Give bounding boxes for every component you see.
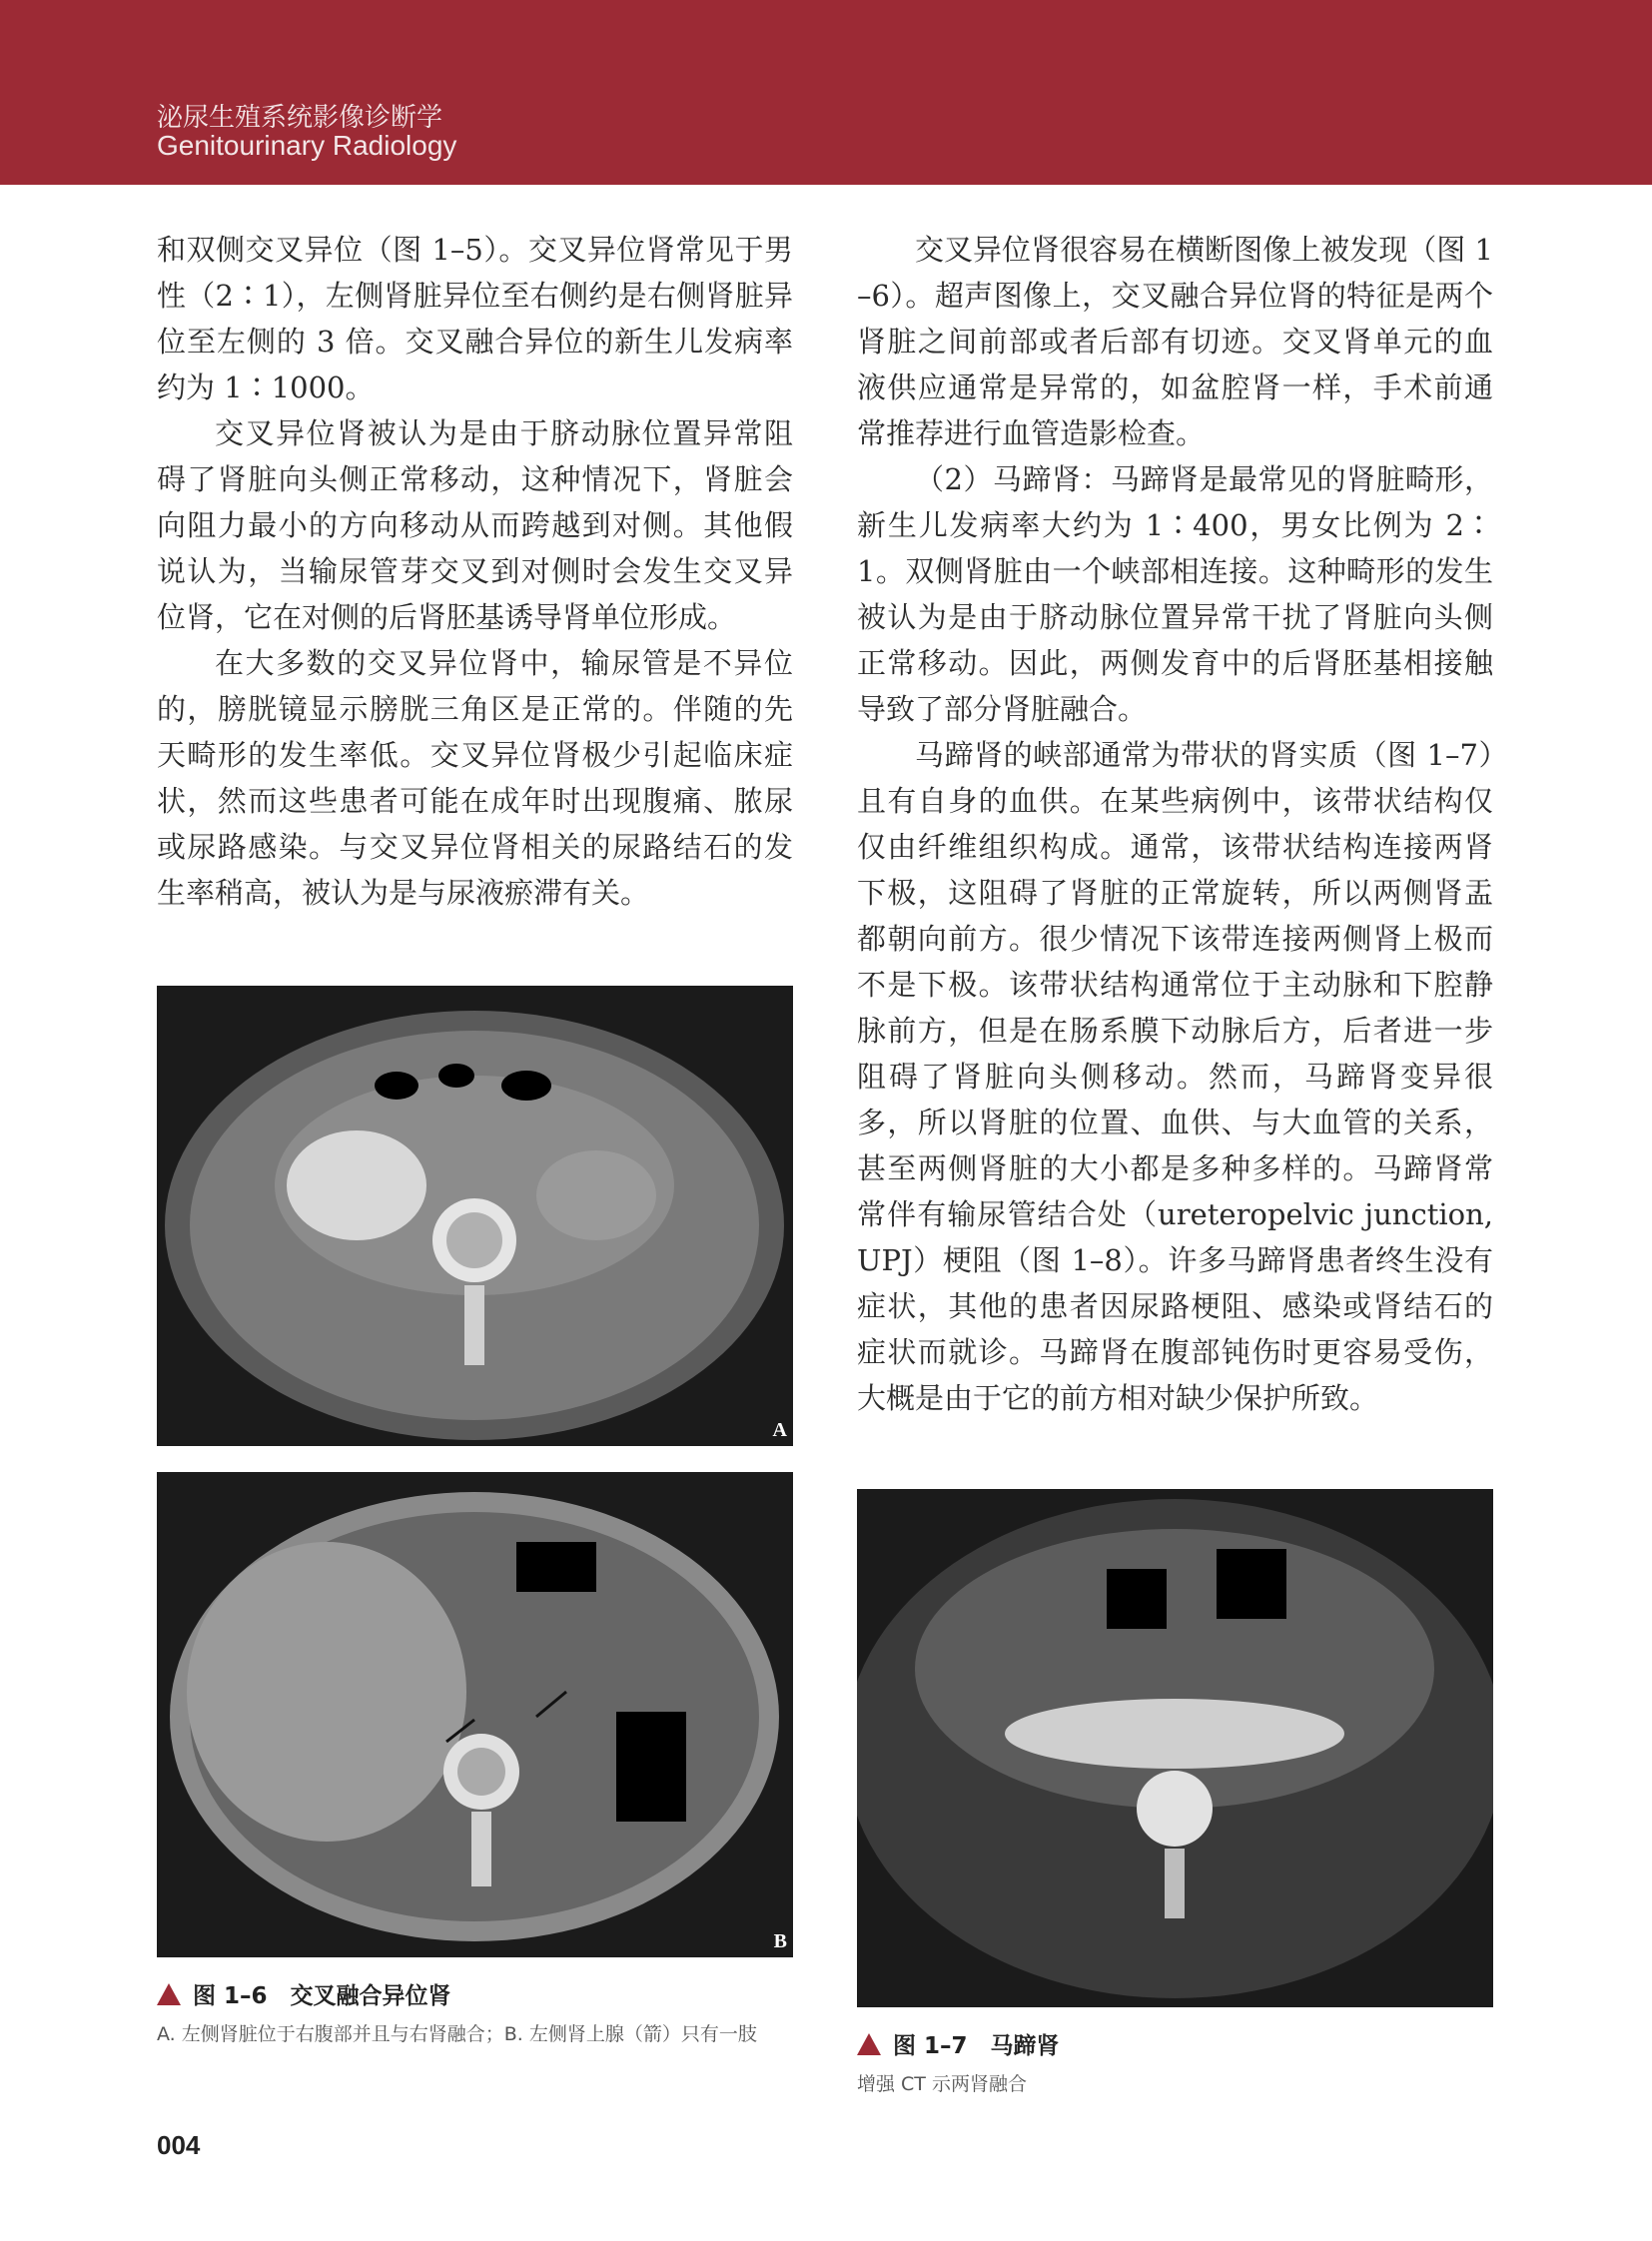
figure-caption-1-7 bbox=[857, 2027, 1496, 2102]
running-header bbox=[0, 0, 1652, 185]
paragraph: 交叉异位肾很容易在横断图像上被发现（图 1–6）。超声图像上，交叉融合异位肾的特征是两个肾脏之间前部或者后部有切迹。交叉肾单元的血液供应通常是异常的，如盆腔肾一样，手术前通常推荐进行血管造影检查。 bbox=[857, 233, 1493, 450]
paragraph: 交叉异位肾被认为是由于脐动脉位置异常阻碍了肾脏向头侧正常移动，这种情况下，肾脏会向阻力最小的方向移动从而跨越到对侧。其他假说认为，当输尿管芽交叉到对侧时会发生交叉异位肾，它在对侧的后肾胚基诱导肾单位形成。 bbox=[157, 416, 793, 634]
caption-title: 图 1–7 马蹄肾 bbox=[893, 2033, 1060, 2059]
triangle-icon bbox=[857, 2033, 881, 2055]
page-number: 004 bbox=[157, 2130, 201, 2160]
panel-label: A bbox=[772, 1419, 787, 1441]
triangle-icon bbox=[157, 1983, 181, 2005]
paragraph: 和双侧交叉异位（图 1–5）。交叉异位肾常见于男性（2∶1），左侧肾脏异位至右侧约是右侧肾脏异位至左侧的 3 倍。交叉融合异位的新生儿发病率约为 1∶1000。 bbox=[157, 233, 793, 404]
ct-image-fig-1-6-a bbox=[157, 986, 793, 1446]
paragraph: 在大多数的交叉异位肾中，输尿管是不异位的，膀胱镜显示膀胱三角区是正常的。伴随的先天畸形的发生率低。交叉异位肾极少引起临床症状，然而这些患者可能在成年时出现腹痛、脓尿或尿路感染。与交叉异位肾相关的尿路结石的发生率稍高，被认为是与尿液瘀滞有关。 bbox=[157, 646, 793, 910]
caption-title: 图 1–6 交叉融合异位肾 bbox=[193, 1983, 451, 2009]
caption-text: 增强 CT 示两肾融合 bbox=[857, 2073, 1027, 2095]
left-column-text bbox=[157, 227, 793, 916]
panel-label: B bbox=[773, 1930, 787, 1952]
caption-text: A. 左侧肾脏位于右腹部并且与右肾融合；B. 左侧肾上腺（箭）只有一肢 bbox=[157, 2023, 757, 2045]
figure-caption-1-6 bbox=[157, 1977, 796, 2052]
ct-image-fig-1-7 bbox=[857, 1489, 1493, 2007]
book-title-en: Genitourinary Radiology bbox=[157, 130, 457, 161]
right-column-text bbox=[857, 227, 1493, 1421]
paragraph: 马蹄肾的峡部通常为带状的肾实质（图 1–7）且有自身的血供。在某些病例中，该带状结构仅仅由纤维组织构成。通常，该带状结构连接两肾下极，这阻碍了肾脏的正常旋转，所以两侧肾盂都朝向前方。很少情况下该带连接两侧肾上极而不是下极。该带状结构通常位于主动脉和下腔静脉前方，但是在肠系膜下动脉后方，后者进一步阻碍了肾脏向头侧移动。然而，马蹄肾变异很多，所以肾脏的位置、血供、与大血管的关系，甚至两侧肾脏的大小都是多种多样的。马蹄肾常常伴有输尿管结合处（ureteropelvic junction, UPJ）梗阻（图 1–8）。许多马蹄肾患者终生没有症状，其他的患者因尿路梗阻、感染或肾结石的症状而就诊。马蹄肾在腹部钝伤时更容易受伤，大概是由于它的前方相对缺少保护所致。 bbox=[857, 738, 1493, 1415]
ct-image-fig-1-6-b bbox=[157, 1472, 793, 1957]
paragraph: （2）马蹄肾：马蹄肾是最常见的肾脏畸形，新生儿发病率大约为 1∶400，男女比例为 2∶1。双侧肾脏由一个峡部相连接。这种畸形的发生被认为是由于脐动脉位置异常干扰了肾脏向头侧正常移动。因此，两侧发育中的后肾胚基相接触导致了部分肾脏融合。 bbox=[857, 462, 1493, 726]
book-title-cn: 泌尿生殖系统影像诊断学 bbox=[157, 103, 443, 133]
